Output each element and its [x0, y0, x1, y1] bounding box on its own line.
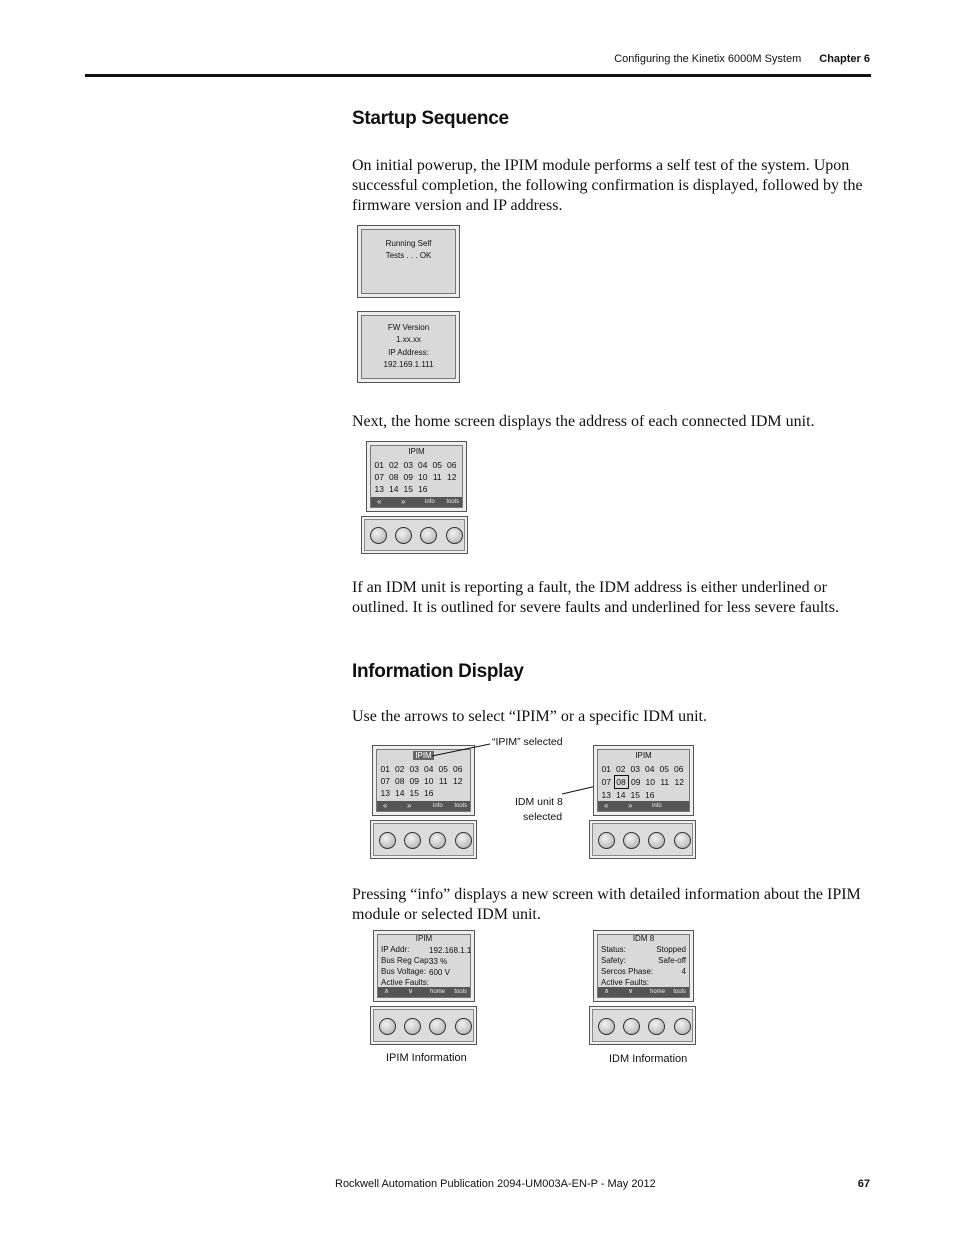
keypad-button-3[interactable] [648, 1018, 665, 1035]
up-arrow-icon: ∧ [604, 988, 610, 995]
info-paragraph-2: Pressing “info” displays a new screen with detailed information about the IPIM module or selected IDM unit. [352, 886, 861, 923]
active-faults-label: Active Faults: [381, 978, 430, 987]
fw-line-3: IP Address: [388, 348, 429, 357]
safety-label: Safety: [601, 956, 626, 965]
page-number: 67 [857, 1178, 870, 1190]
ipim-information-caption: IPIM Information [386, 1052, 467, 1064]
idm-05: 05 [659, 764, 669, 774]
idm-07: 07 [380, 776, 390, 786]
idm-14: 14 [395, 788, 405, 798]
status-value: Stopped [656, 945, 686, 954]
tools-softkey-label: tools [446, 499, 459, 505]
idm-selected-title: IPIM [635, 751, 652, 760]
idm-06: 06 [447, 460, 457, 470]
idm-13: 13 [374, 484, 384, 494]
info-softkey-label: info [652, 803, 662, 809]
left-arrow-icon: « [604, 801, 609, 810]
tools-softkey-label: tools [673, 989, 686, 995]
idm-13: 13 [380, 788, 390, 798]
status-label: Status: [601, 945, 626, 954]
startup-paragraph-2: Next, the home screen displays the address of each connected IDM unit. [352, 413, 815, 430]
idm-09: 09 [631, 777, 641, 787]
keypad-button-3[interactable] [648, 832, 665, 849]
ip-addr-label: IP Addr: [381, 945, 410, 954]
idm-11: 11 [438, 776, 448, 786]
idm-selected-callout-2: selected [523, 811, 563, 823]
keypad-button-2[interactable] [404, 1018, 421, 1035]
idm-info-labels [601, 944, 653, 988]
bus-reg-cap-label: Bus Reg Cap: [381, 956, 431, 965]
ipim-info-keypad [370, 1006, 477, 1045]
idm-16: 16 [424, 788, 434, 798]
keypad-button-1[interactable] [379, 1018, 396, 1035]
selftest-line-2: Tests . . . OK [385, 251, 432, 260]
idm-09: 09 [409, 776, 419, 786]
idm-03: 03 [630, 764, 640, 774]
idm-12: 12 [453, 776, 463, 786]
left-arrow-icon: « [383, 801, 388, 810]
idm-04: 04 [418, 460, 428, 470]
idm-14: 14 [616, 790, 626, 800]
idm-02: 02 [616, 764, 626, 774]
keypad-button-4[interactable] [674, 1018, 691, 1035]
ipim-callout-line [432, 744, 490, 756]
startup-paragraph-3: If an IDM unit is reporting a fault, the IDM address is either underlined or outlined. It is outlined for severe faults and underlined for less severe faults. [352, 579, 839, 616]
idm-06: 06 [453, 764, 463, 774]
idm-selected-screen [593, 745, 694, 816]
idm-12: 12 [447, 472, 457, 482]
info-softkey-label: info [425, 499, 435, 505]
idm-info-title: IDM 8 [632, 934, 655, 943]
up-arrow-icon: ∧ [384, 988, 390, 995]
idm-02: 02 [395, 764, 405, 774]
idm-14: 14 [389, 484, 399, 494]
idm-04: 04 [645, 764, 655, 774]
fw-line-2: 1.xx.xx [396, 335, 421, 344]
safety-value: Safe-off [658, 956, 686, 965]
idm-04: 04 [424, 764, 434, 774]
keypad-button-4[interactable] [674, 832, 691, 849]
idm-info-keypad [589, 1006, 696, 1045]
idm-16: 16 [645, 790, 655, 800]
chapter-label: Chapter 6 [819, 53, 870, 65]
tools-softkey-label: tools [454, 803, 467, 809]
keypad-button-1[interactable] [598, 832, 615, 849]
idm-13: 13 [601, 790, 611, 800]
keypad-button-2[interactable] [623, 832, 640, 849]
right-arrow-icon: » [401, 497, 406, 506]
sercos-phase-label: Sercos Phase: [601, 967, 654, 976]
idm-08: 08 [389, 472, 399, 482]
idm-07: 07 [374, 472, 384, 482]
idm-11: 11 [660, 777, 670, 787]
idm-10: 10 [645, 777, 655, 787]
bus-voltage-value: 600 V [429, 968, 450, 977]
keypad-button-1[interactable] [598, 1018, 615, 1035]
right-arrow-icon: » [628, 801, 633, 810]
idm-selected-keypad [589, 820, 696, 859]
idm-03: 03 [409, 764, 419, 774]
selftest-line-1: Running Self [385, 239, 432, 248]
idm-05: 05 [432, 460, 442, 470]
footer-publication: Rockwell Automation Publication 2094-UM003A-EN-P - May 2012 [335, 1178, 656, 1190]
startup-paragraph-1: On initial powerup, the IPIM module performs a self test of the system. Upon successful completion, the following confirmation is displayed, followed by the firmware version and IP address. [352, 157, 863, 214]
keypad-button-4[interactable] [455, 1018, 472, 1035]
idm-15: 15 [409, 788, 419, 798]
idm-02: 02 [389, 460, 399, 470]
idm-12: 12 [674, 777, 684, 787]
ipim-selected-callout: “IPIM” selected [492, 736, 563, 748]
sercos-phase-value: 4 [681, 967, 686, 976]
idm-selected-grid [599, 763, 687, 801]
active-faults-label: Active Faults: [601, 978, 650, 987]
ipim-info-values [429, 945, 471, 978]
idm-01: 01 [601, 764, 611, 774]
idm-10: 10 [424, 776, 434, 786]
idm-16: 16 [418, 484, 428, 494]
keypad-button-3[interactable] [429, 1018, 446, 1035]
home-softkey-label: home [430, 989, 446, 995]
idm-01: 01 [380, 764, 390, 774]
ipim-info-title: IPIM [415, 934, 433, 943]
fw-line-1: FW Version [387, 323, 430, 332]
down-arrow-icon: ∨ [408, 988, 414, 995]
idm-selected-callout-1: IDM unit 8 [515, 796, 563, 808]
running-title: Configuring the Kinetix 6000M System [614, 53, 802, 65]
idm-information-caption: IDM Information [609, 1053, 688, 1065]
tools-softkey-label: tools [454, 989, 467, 995]
ipim-info-screen [373, 930, 475, 1002]
bus-reg-cap-value: 33 % [429, 957, 448, 966]
idm-06: 06 [674, 764, 684, 774]
idm-info-softkey-bar [598, 987, 689, 997]
down-arrow-icon: ∨ [628, 988, 634, 995]
idm-info-values [656, 944, 686, 977]
idm-07: 07 [601, 777, 611, 787]
ipim-info-labels [381, 944, 431, 988]
home-softkey-label: home [650, 989, 666, 995]
info-softkey-label: info [433, 803, 443, 809]
idm-08-selected: 08 [614, 775, 629, 789]
idm-info-screen [593, 930, 694, 1002]
keypad-button-2[interactable] [623, 1018, 640, 1035]
right-arrow-icon: » [407, 801, 412, 810]
info-heading: Information Display [352, 661, 524, 682]
idm-15: 15 [403, 484, 413, 494]
ip-addr-value: 192.168.1.1 [429, 946, 472, 955]
ipim-selected-title: IPIM [415, 751, 432, 760]
left-arrow-icon: « [377, 497, 382, 506]
idm-05: 05 [438, 764, 448, 774]
home-title: IPIM [408, 447, 425, 456]
startup-heading: Startup Sequence [352, 108, 509, 129]
fw-line-4: 192.169.1.111 [383, 360, 434, 369]
idm-08: 08 [395, 776, 405, 786]
idm-01: 01 [374, 460, 384, 470]
idm-09: 09 [403, 472, 413, 482]
bus-voltage-label: Bus Voltage: [381, 967, 426, 976]
idm-10: 10 [418, 472, 428, 482]
idm-selected-softkey-bar [598, 801, 689, 811]
info-paragraph-1: Use the arrows to select “IPIM” or a specific IDM unit. [352, 708, 707, 725]
idm-03: 03 [403, 460, 413, 470]
idm-11: 11 [432, 472, 442, 482]
idm-15: 15 [630, 790, 640, 800]
ipim-info-softkey-bar [378, 987, 470, 997]
